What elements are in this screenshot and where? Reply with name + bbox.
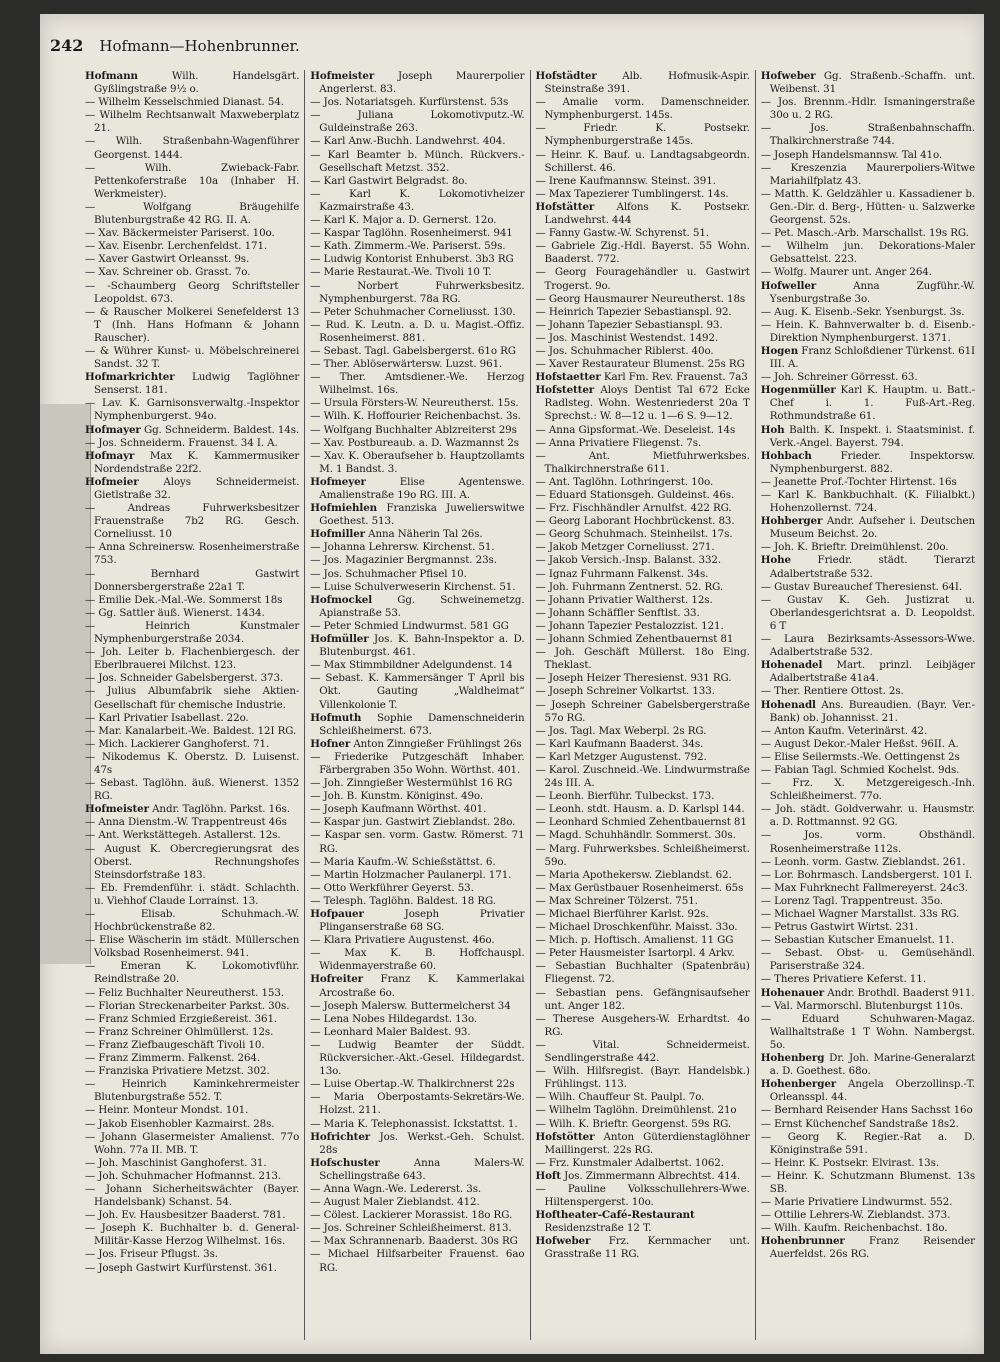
directory-entry: Hofstetter Aloys Dentist Tal 672 Ecke Radlsteg. Wohn. Westenriederst 20a T Sprechst.: W. 8—12 u. 1—6 S. 9—12. <box>535 384 750 423</box>
directory-entry: — Johann Schmied Zehentbauernst 81 <box>535 633 734 646</box>
directory-entry: Hohenberg Dr. Joh. Marine-Generalarzt a. D. Goethest. 68o. <box>760 1052 975 1078</box>
directory-entry: Hofmeister Andr. Taglöhn. Parkst. 16s. <box>85 803 290 816</box>
directory-entry: — Ant. Taglöhn. Lothringerst. 10o. <box>535 475 714 488</box>
directory-entry: — Eduard Schuhwaren-Magaz. Wallhaltstraße 1 T Wohn. Nambergst. 5o. <box>760 1012 975 1051</box>
directory-entry: — Max Schrannenarb. Baaderst. 30s RG <box>310 1235 518 1248</box>
directory-entry: Hofreiter Franz K. Kammerlakai Arcostraße 6o. <box>310 973 525 999</box>
directory-entry: — Marie Privatiere Lindwurmst. 552. <box>760 1196 953 1209</box>
directory-entry: — Wilhelm Taglöhn. Dreimühlenst. 21o <box>535 1104 737 1117</box>
directory-entry: — Luise Obertap.-W. Thalkirchnerst 22s <box>310 1078 515 1091</box>
directory-entry: Hoft Jos. Zimmermann Albrechtst. 414. <box>535 1169 741 1182</box>
directory-entry: — Otto Werkführer Geyerst. 53. <box>310 881 474 894</box>
directory-entry: — Xav. Eisenbr. Lerchenfeldst. 171. <box>85 240 268 253</box>
directory-entry: — Jakob Metzger Corneliusst. 271. <box>535 541 715 554</box>
directory-entry: — Lor. Bohrmasch. Landsbergerst. 101 I. <box>760 868 973 881</box>
directory-entry: — Joh. Zinngießer Westermühlst 16 RG <box>310 777 513 790</box>
directory-entry: — Aug. K. Eisenb.-Sekr. Ysenburgst. 3s. <box>760 305 965 318</box>
directory-entry: Hofmüller Jos. K. Bahn-Inspektor a. D. Blutenburgst. 461. <box>310 633 525 659</box>
page-header <box>50 36 950 62</box>
directory-entry: — Laura Bezirksamts-Assessors-Wwe. Adalbertstraße 532. <box>760 633 975 659</box>
directory-entry: — Johann Glasermeister Amalienst. 77o Wohn. 77a II. MB. T. <box>85 1130 300 1156</box>
directory-entry: Hohe Friedr. städt. Tierarzt Adalbertstraße 532. <box>760 554 975 580</box>
directory-entry: — Jos. Schuhmacher Pfisel 10. <box>310 567 467 580</box>
directory-entry: — Joseph Handelsmannsw. Tal 41o. <box>760 148 943 161</box>
directory-entry: — Johann Sicherheitswächter (Bayer. Handelsbank) Schanst. 54. <box>85 1182 300 1209</box>
directory-entry: — Juliana Lokomotivputz.-W. Guldeinstraße 263. <box>310 109 525 135</box>
directory-entry: — Max Stimmbildner Adelgundenst. 14 <box>310 659 513 672</box>
directory-entry: — Jos. Straßenbahnschaffn. Thalkirchnerstraße 744. <box>760 122 975 148</box>
directory-entry: — Jos. Magazinier Bergmannst. 23s. <box>310 554 497 567</box>
directory-entry: — Luise Schulverweserin Kirchenst. 51. <box>310 580 516 593</box>
directory-entry: — Joh. städt. Goldverwahr. u. Hausmstr. a. D. Rottmannst. 92 GG. <box>760 803 975 829</box>
directory-entry: — Georg K. Regier.-Rat a. D. Königinstraße 591. <box>760 1130 975 1156</box>
directory-entry: — Leonh. Bierführ. Tulbeckst. 173. <box>535 790 715 803</box>
directory-entry: — Joseph Heizer Theresienst. 931 RG. <box>535 672 732 685</box>
directory-entry: — Johann Tapezier Pestalozzist. 121. <box>535 619 724 632</box>
directory-entry: — Sebastian Buchhalter (Spatenbräu) Fliegenst. 72. <box>535 960 750 986</box>
directory-entry: — Sebast. K. Kammersänger T April bis Okt. Gauting „Waldheimat“ Villenkolonie T. <box>310 672 525 711</box>
directory-entry: — Wolfgang Buchhalter Ablzreiterst 29s <box>310 423 517 436</box>
directory-entry: — Karol. Zuschneid.-We. Lindwurmstraße 24s III. A. <box>535 763 750 790</box>
directory-entry: — Peter Hausmeister Isartorpl. 4 Arkv. <box>535 947 735 960</box>
directory-entry: Hofmiehlen Franziska Juwelierswitwe Goethest. 513. <box>310 502 525 528</box>
directory-entry: — Ther. Amtsdiener.-We. Herzog Wilhelmst. 16s. <box>310 371 525 397</box>
directory-entry: — Johann Schäffler Senftlst. 33. <box>535 606 700 619</box>
directory-entry: — Wilhelm Kesselschmied Dianast. 54. <box>85 96 284 109</box>
directory-entry: — Georg Hausmaurer Neureutherst. 18s <box>535 292 746 305</box>
directory-entry: — Karl Gastwirt Belgradst. 8o. <box>310 174 468 187</box>
column-4 <box>756 70 980 1340</box>
directory-entry: Hoh Balth. K. Inspekt. i. Staatsminist. f. Verk.-Angel. Bayerst. 794. <box>760 423 975 449</box>
directory-entry: — Florian Streckenarbeiter Parkst. 30s. <box>85 999 290 1012</box>
directory-entry: Hofmayr Max K. Kammermusiker Nordendstraße 22f2. <box>85 449 300 475</box>
directory-entry: — Vital. Schneidermeist. Sendlingerstraße 442. <box>535 1038 750 1065</box>
directory-entry: — Anna Dienstm.-W. Trappentreust 46s <box>85 816 287 829</box>
directory-entry: Hohenbrunner Franz Reisender Auerfeldst. 26s RG. <box>760 1235 975 1261</box>
directory-entry: — Ottilie Lehrers-W. Zieblandst. 373. <box>760 1209 951 1222</box>
directory-entry: — Karl Anw.-Buchh. Landwehrst. 404. <box>310 135 506 148</box>
directory-entry: — Max Tapezierer Tumblingerst. 14s. <box>535 187 729 200</box>
directory-entry: Hofner Anton Zinngießer Frühlingst 26s <box>310 737 522 750</box>
directory-entry: — Franziska Privatiere Metzst. 302. <box>85 1065 270 1078</box>
directory-entry: Hofstätter Alfons K. Postsekr. Landwehrst. 444 <box>535 200 750 227</box>
directory-entry: Hofpauer Joseph Privatier Plinganserstraße 68 SG. <box>310 908 525 934</box>
directory-entry: Hofmann Wilh. Handelsgärt. Gyßlingstraße 9½ o. <box>85 70 300 96</box>
directory-entry: — Heinrich Kaminkehrermeister Blutenburgstraße 552. T. <box>85 1078 300 1104</box>
directory-entry: — Sebast. Obst- u. Gemüsehändl. Pariserstraße 324. <box>760 947 975 973</box>
directory-entry: — Leonhard Maler Baldest. 93. <box>310 1025 471 1038</box>
directory-entry: — Ther. Ablöserwärtersw. Luzst. 961. <box>310 358 503 371</box>
directory-entry: — Heinrich Kunstmaler Nymphenburgerstraße 2034. <box>85 619 300 646</box>
directory-entry: Hoftheater-Café-Restaurant Residenzstraße 12 T. <box>535 1209 695 1235</box>
directory-entry: — Irene Kaufmannsw. Steinst. 391. <box>535 174 716 187</box>
directory-entry: — Gustav Bureauchef Theresienst. 64I. <box>760 580 963 593</box>
directory-entry: — Sebastian Kutscher Emanuelst. 11. <box>760 934 955 947</box>
directory-entry: — Ursula Försters-W. Neureutherst. 15s. <box>310 397 519 410</box>
directory-entry: — Sebast. Taglöhn. äuß. Wienerst. 1352 RG. <box>85 777 300 803</box>
directory-entry: — Emilie Dek.-Mal.-We. Sommerst 18s <box>85 593 283 606</box>
directory-entry: — Norbert Fuhrwerksbesitz. Nymphenburgerst. 78a RG. <box>310 279 525 305</box>
directory-entry: — Fabian Tagl. Schmied Kochelst. 9ds. <box>760 763 960 776</box>
directory-entry: Hohenauer Andr. Brothdl. Baaderst 911. <box>760 986 975 999</box>
directory-entry: Hofmayer Gg. Schneiderm. Baldest. 14s. <box>85 423 300 436</box>
directory-entry: — Martin Holzmacher Paulanerpl. 171. <box>310 868 512 881</box>
directory-entry: — Leonhard Schmied Zehentbauernst 81 <box>535 816 747 829</box>
directory-entry: — Jos. Tagl. Max Weberpl. 2s RG. <box>535 724 707 737</box>
directory-entry: Hogen Franz Schloßdiener Türkenst. 61I III. A. <box>760 344 975 371</box>
directory-entry: — Mich. Lackierer Ganghoferst. 71. <box>85 737 270 750</box>
directory-entry: — Maria Kaufm.-W. Schießstättst. 6. <box>310 855 496 868</box>
directory-entry: — Wilh. Straßenbahn-Wagenführer Georgenst. 1444. <box>85 135 300 161</box>
directory-entry: — Anna Wagn.-We. Ledererst. 3s. <box>310 1182 482 1195</box>
directory-entry: — Bernhard Gastwirt Donnersbergerstraße 22a1 T. <box>85 567 300 593</box>
directory-entry: Hofmiller Anna Näherin Tal 26s. <box>310 528 483 541</box>
directory-columns <box>80 70 980 1340</box>
directory-entry: — Gustav K. Geh. Justizrat u. Oberlandesgerichtsrat a. D. Leopoldst. 6 T <box>760 593 975 632</box>
directory-entry: — Emeran K. Lokomotivführ. Reindlstraße 20. <box>85 960 300 986</box>
directory-entry: — Lav. K. Garnisonsverwaltg.-Inspektor Nymphenburgerst. 94o. <box>85 397 300 423</box>
directory-entry: — Johanna Lehrersw. Kirchenst. 51. <box>310 541 495 554</box>
directory-entry: — Karl Beamter b. Münch. Rückvers.-Gesellschaft Metzst. 352. <box>310 148 525 174</box>
directory-entry: — Joh. Maschinist Ganghoferst. 31. <box>85 1156 267 1169</box>
directory-entry: — Peter Schmied Lindwurmst. 581 GG <box>310 619 509 632</box>
directory-entry: — Franz Zimmerm. Falkenst. 264. <box>85 1052 261 1065</box>
directory-entry: — Sebastian pens. Gefängnisaufseher unt. Anger 182. <box>535 986 750 1012</box>
directory-entry: — Eduard Stationsgeh. Guldeinst. 46s. <box>535 489 735 501</box>
directory-entry: — Magd. Schuhhändlr. Sommerst. 30s. <box>535 829 736 842</box>
directory-entry: — Karl Metzger Augustenst. 792. <box>535 750 707 763</box>
directory-entry: — Jos. Notariatsgeh. Kurfürstenst. 53s <box>310 96 509 109</box>
directory-entry: Hofstädter Alb. Hofmusik-Aspir. Steinstraße 391. <box>535 70 750 96</box>
directory-entry: — Kaspar jun. Gastwirt Zieblandst. 28o. <box>310 816 516 829</box>
directory-entry: — Heinr. K. Postsekr. Elvirast. 13s. <box>760 1156 939 1169</box>
directory-entry: — August Maler Zieblandst. 412. <box>310 1196 480 1209</box>
directory-entry: — Wolfg. Maurer unt. Anger 264. <box>760 266 932 279</box>
directory-entry: — Ant. Mietfuhrwerksbes. Thalkirchnerstraße 611. <box>535 449 750 475</box>
directory-entry: — Johann Tapezier Sebastianspl. 93. <box>535 318 723 331</box>
directory-entry: — Jos. Schneiderm. Frauenst. 34 I. A. <box>85 436 278 449</box>
directory-entry: Hohberger Andr. Aufseher i. Deutschen Museum Beichst. 2o. <box>760 515 975 541</box>
directory-entry: Hofmeister Joseph Maurerpolier Angerlerst. 83. <box>310 70 525 96</box>
directory-entry: — Pauline Volksschullehrers-Wwe. Hiltenspergerst. 10o. <box>535 1182 750 1209</box>
directory-entry: — Joh. Schreiner Görresst. 63. <box>760 371 918 384</box>
directory-entry: — Xav. Bäckermeister Pariserst. 10o. <box>85 227 275 240</box>
directory-entry: — Joh. B. Kunstm. Königinst. 49o. <box>310 790 484 803</box>
directory-entry: — Rud. K. Leutn. a. D. u. Magist.-Offiz. Rosenheimerst. 881. <box>310 318 525 344</box>
directory-entry: — Wilh. Zwieback-Fabr. Pettenkoferstraße 10a (Inhaber H. Werkmeister). <box>85 161 300 200</box>
directory-entry: Hofmuth Sophie Damenschneiderin Schleißheimerst. 673. <box>310 711 525 737</box>
directory-entry: — Elise Wäscherin im städt. Müllerschen Volksbad Rosenheimerst. 941. <box>85 934 300 960</box>
directory-entry: — Klara Privatiere Augustenst. 46o. <box>310 934 495 947</box>
column-2 <box>305 70 530 1340</box>
directory-entry: — Joseph Kaufmann Wörthst. 401. <box>310 803 487 816</box>
directory-entry: — Wilhelm jun. Dekorations-Maler Gebsattelst. 223. <box>760 240 975 266</box>
directory-entry: Hogenmüller Karl K. Hauptm. u. Batt.-Chef i. 1. Fuß-Art.-Reg. Rothmundstraße 61. <box>760 384 975 423</box>
directory-entry: — Maria Apothekersw. Zieblandst. 62. <box>535 868 732 881</box>
directory-entry: — Anna Schreinersw. Rosenheimerstraße 753. <box>85 541 300 567</box>
directory-entry: — Max Gerüstbauer Rosenheimerst. 65s <box>535 881 744 894</box>
directory-entry: — Michael Bierführer Karlst. 92s. <box>535 908 709 920</box>
directory-entry: — Joseph Gastwirt Kurfürstenst. 361. <box>85 1261 277 1274</box>
directory-entry: — Joh. Leiter b. Flachenbiergesch. der Eberlbrauerei Milchst. 123. <box>85 646 300 672</box>
directory-entry: — Gg. Sattler äuß. Wienerst. 1434. <box>85 606 265 619</box>
directory-entry: — Ant. Werkstättegeh. Astallerst. 12s. <box>85 829 281 842</box>
column-1 <box>80 70 305 1340</box>
directory-entry: — Jos. Schneider Gabelsbergerst. 373. <box>85 672 284 685</box>
directory-entry: — Michael Droschkenführ. Maisst. 33o. <box>535 921 738 934</box>
directory-entry: — Julius Albumfabrik siehe Aktien-Gesellschaft für chemische Industrie. <box>85 685 300 711</box>
directory-entry: — Frz. Fischhändler Arnulfst. 422 RG. <box>535 502 732 515</box>
directory-entry: — Heinr. K. Schutzmann Blumenst. 13s SB. <box>760 1169 975 1195</box>
directory-entry: — Lena Nobes Hildegardst. 13o. <box>310 1012 478 1025</box>
directory-entry: — Jos. Schuhmacher Riblerst. 40o. <box>535 344 714 357</box>
directory-entry: Hofmockel Gg. Schweinemetzg. Apianstraße 53. <box>310 593 525 619</box>
directory-entry: — Kreszenzia Maurerpoliers-Witwe Mariahilfplatz 43. <box>760 161 975 187</box>
directory-entry: — Michael Hilfsarbeiter Frauenst. 6ao RG. <box>310 1248 525 1274</box>
directory-entry: — Frz. Kunstmaler Adalbertst. 1062. <box>535 1156 724 1169</box>
directory-entry: Hofstötter Anton Güterdienstaglöhner Maillingerst. 22s RG. <box>535 1130 750 1156</box>
directory-entry: — Maria Oberpostamts-Sekretärs-We. Holzst. 211. <box>310 1091 525 1117</box>
directory-entry: — Karl Privatier Isabellast. 22o. <box>85 711 249 724</box>
directory-entry: — Amalie vorm. Damenschneider. Nymphenburgerst. 145s. <box>535 96 750 122</box>
directory-entry: — August Dekor.-Maler Heßst. 96II. A. <box>760 737 959 750</box>
directory-entry: — & Rauscher Molkerei Senefelderst 13 T (Inh. Hans Hofmann & Johann Rauscher). <box>85 305 300 344</box>
directory-entry: — Petrus Gastwirt Wirtst. 231. <box>760 921 919 934</box>
directory-entry: — Georg Schuhmach. Steinheilst. 17s. <box>535 528 733 541</box>
directory-entry: — Wolfgang Bräugehilfe Blutenburgstraße 42 RG. II. A. <box>85 200 300 227</box>
directory-entry: — Leonh. vorm. Gastw. Zieblandst. 261. <box>760 855 966 868</box>
directory-entry: — Jos. Maschinist Westendst. 1492. <box>535 331 719 344</box>
directory-entry: — Max Fuhrknecht Fallmereyerst. 24c3. <box>760 881 969 894</box>
directory-entry: — Maria K. Telephonassist. Ickstattst. 1. <box>310 1117 518 1130</box>
directory-entry: — Jos. Schreiner Schleißheimerst. 813. <box>310 1222 512 1235</box>
directory-entry: — Georg Fouragehändler u. Gastwirt Trogerst. 9o. <box>535 266 750 292</box>
directory-entry: — Anna Privatiere Fliegenst. 7s. <box>535 436 702 449</box>
directory-entry: — Frz. X. Metzgereigesch.-Inh. Schleißheimerst. 77o. <box>760 777 975 803</box>
directory-entry: — August K. Obercregierungsrat des Oberst. Rechnungshofes Steinsdorfstraße 183. <box>85 842 300 881</box>
directory-entry: Hohenberger Angela Oberzollinsp.-T. Orleansspl. 44. <box>760 1078 975 1104</box>
directory-entry: — Andreas Fuhrwerksbesitzer Frauenstraße 7b2 RG. Gesch. Corneliusst. 10 <box>85 502 300 541</box>
directory-entry: — Friederike Putzgeschäft Inhaber. Färbergraben 35o Wohn. Wörthst. 401. <box>310 750 525 776</box>
directory-entry: — Anna Gipsformat.-We. Deseleist. 14s <box>535 423 736 436</box>
directory-entry: — Ignaz Fuhrmann Falkenst. 34s. <box>535 567 709 580</box>
directory-entry: — Hein. K. Bahnverwalter b. d. Eisenb.-Direktion Nymphenburgerst. 1371. <box>760 318 975 344</box>
column-3 <box>531 70 756 1340</box>
directory-entry: — Elise Seilermsts.-We. Oettingenst 2s <box>760 750 960 763</box>
directory-entry: Hofweller Anna Zugführ.-W. Ysenburgstraße 3o. <box>760 279 975 305</box>
directory-entry: — Xav. Schreiner ob. Grasst. 7o. <box>85 266 251 279</box>
directory-entry: — Karl K. Lokomotivheizer Kazmairstraße 43. <box>310 187 525 213</box>
directory-entry: — Fanny Gastw.-W. Schyrenst. 51. <box>535 227 709 240</box>
directory-entry: — Joseph Schreiner Gabelsbergerstraße 57o RG. <box>535 698 750 724</box>
directory-entry: — Theres Privatiere Keferst. 11. <box>760 973 926 986</box>
directory-entry: — Joh. Schuhmacher Hofmannst. 213. <box>85 1169 282 1182</box>
directory-entry: — Joh. Geschäft Müllerst. 18o Eing. Theklast. <box>535 646 750 672</box>
directory-entry: — Karl K. Bankbuchhalt. (K. Filialbkt.) Hohenzollernst. 724. <box>760 489 975 515</box>
directory-entry: — Mich. p. Hoftisch. Amalienst. 11 GG <box>535 934 734 947</box>
directory-entry: — Marg. Fuhrwerksbes. Schleißheimerst. 59o. <box>535 842 750 868</box>
directory-entry: — Karl K. Major a. D. Gernerst. 12o. <box>310 214 497 227</box>
directory-entry: — Max Schreiner Tölzerst. 751. <box>535 894 698 907</box>
directory-entry: — Matth. K. Geldzähler u. Kassadiener b. Gen.-Dir. d. Berg-, Hütten- u. Salzwerke Georgenst. 52s. <box>760 187 975 227</box>
directory-entry: — Johann Privatier Waltherst. 12s. <box>535 593 713 606</box>
directory-entry: — Jakob Versich.-Insp. Balanst. 332. <box>535 554 722 567</box>
directory-entry: — Wilh. Kaufm. Reichenbachst. 18o. <box>760 1222 948 1235</box>
directory-entry: — Joseph Malersw. Buttermelcherst 34 <box>310 999 511 1012</box>
directory-page <box>40 14 984 1354</box>
directory-entry: — Gabriele Zig.-Hdl. Bayerst. 55 Wohn. Baaderst. 772. <box>535 240 750 266</box>
directory-entry: — Cölest. Lackierer Morassist. 18o RG. <box>310 1209 513 1222</box>
directory-entry: Hofstaetter Karl Fm. Rev. Frauenst. 7a3 <box>535 371 748 384</box>
directory-entry: Hofschuster Anna Malers-W. Schellingstraße 643. <box>310 1156 525 1182</box>
directory-entry: — Nikodemus K. Oberstz. D. Luisenst. 47s <box>85 750 300 776</box>
directory-entry: — Heinr. Monteur Mondst. 101. <box>85 1104 249 1117</box>
directory-entry: — Franz Schreiner Ohlmüllerst. 12s. <box>85 1025 274 1038</box>
directory-entry: — Marie Restaurat.-We. Tivoli 10 T. <box>310 266 492 279</box>
directory-entry: Hofmeyer Elise Agentenswe. Amalienstraße 19o RG. III. A. <box>310 475 525 501</box>
directory-entry: Hofweber Gg. Straßenb.-Schaffn. unt. Weibenst. 31 <box>760 70 975 96</box>
directory-entry: — Peter Schuhmacher Corneliusst. 130. <box>310 305 516 318</box>
directory-entry: — Joseph K. Buchhalter b. d. General-Militär-Kasse Herzog Wilhelmst. 16s. <box>85 1222 300 1248</box>
directory-entry: — Joh. K. Brieftr. Dreimühlenst. 20o. <box>760 541 949 554</box>
directory-entry: — Karl Kaufmann Baaderst. 34s. <box>535 737 704 750</box>
directory-entry: — Wilh. K. Brieftr. Georgenst. 59s RG. <box>535 1117 732 1130</box>
directory-entry: — Pet. Masch.-Arb. Marschallst. 19s RG. <box>760 227 969 240</box>
directory-entry: — Xaver Restaurateur Blumenst. 25s RG <box>535 358 745 371</box>
directory-entry: Hofweber Frz. Kernmacher unt. Grasstraße 11 RG. <box>535 1235 750 1261</box>
directory-entry: — Feliz Buchhalter Neureutherst. 153. <box>85 986 284 999</box>
directory-entry: — Joseph Schreiner Volkartst. 133. <box>535 685 715 698</box>
directory-entry: — Wilh. Hilfsregist. (Bayr. Handelsbk.) Frühlingst. 113. <box>535 1065 750 1091</box>
directory-entry: — Heinrich Tapezier Sebastianspl. 92. <box>535 305 732 318</box>
directory-entry: — Ludwig Kontorist Enhuberst. 3b3 RG <box>310 253 514 266</box>
directory-entry: — Jos. vorm. Obsthändl. Rosenheimerstraße 112s. <box>760 829 975 855</box>
directory-entry: — Anton Kaufm. Veterinärst. 42. <box>760 724 928 737</box>
directory-entry: Hohenadl Ans. Bureaudien. (Bayr. Ver.-Bank) ob. Johannisst. 21. <box>760 698 975 724</box>
directory-entry: — Lorenz Tagl. Trappentreust. 35o. <box>760 894 943 907</box>
directory-entry: — Joh. Ev. Hausbesitzer Baaderst. 781. <box>85 1209 286 1222</box>
directory-entry: — Ludwig Beamter der Süddt. Rückversicher.-Akt.-Gesel. Hildegardst. 13o. <box>310 1038 525 1078</box>
directory-entry: — Wilh. Chauffeur St. Paulpl. 7o. <box>535 1091 705 1104</box>
directory-entry: — Max K. B. Hoffchauspl. Widenmayerstraße 60. <box>310 947 525 973</box>
directory-entry: — Kaspar sen. vorm. Gastw. Römerst. 71 RG. <box>310 829 525 855</box>
directory-entry: — Joh. Fuhrmann Zentnerst. 52. RG. <box>535 580 724 593</box>
directory-entry: — Xav. Postbureaub. a. D. Wazmannst 2s <box>310 436 519 449</box>
directory-entry: Hohenadel Mart. prinzl. Leibjäger Adalbertstraße 41a4. <box>760 659 975 685</box>
directory-entry: — Michael Wagner Marstallst. 33s RG. <box>760 908 960 920</box>
directory-entry: — Elisab. Schuhmach.-W. Hochbrückenstraße 82. <box>85 908 300 934</box>
directory-entry: Hohbach Frieder. Inspektorsw. Nymphenburgerst. 882. <box>760 449 975 475</box>
directory-entry: — Wilhelm Rechtsanwalt Maxweberplatz 21. <box>85 109 300 135</box>
directory-entry: — Friedr. K. Postsekr. Nymphenburgerstraße 145s. <box>535 122 750 148</box>
directory-entry: — Franz Schmied Erzgießereist. 361. <box>85 1012 278 1025</box>
directory-entry: — Ther. Rentiere Ottost. 2s. <box>760 685 904 698</box>
directory-entry: — Ernst Küchenchef Sandstraße 18s2. <box>760 1117 959 1130</box>
directory-entry: — Xav. K. Oberaufseher b. Hauptzollamts M. 1 Bandst. 3. <box>310 449 525 475</box>
directory-entry: — Bernhard Reisender Hans Sachsst 16o <box>760 1104 973 1117</box>
directory-entry: — Kath. Zimmerm.-We. Pariserst. 59s. <box>310 240 506 253</box>
directory-entry: Hofmeier Aloys Schneidermeist. Gietlstraße 32. <box>85 475 300 501</box>
directory-entry: — Telesph. Taglöhn. Baldest. 18 RG. <box>310 894 496 907</box>
directory-entry: — Wilh. K. Hoffourier Reichenbachst. 3s. <box>310 410 521 423</box>
directory-entry: — Jos. Brennm.-Hdlr. Ismaningerstraße 30o u. 2 RG. <box>760 96 975 122</box>
directory-entry: — Georg Laborant Hochbrückenst. 83. <box>535 515 735 528</box>
directory-entry: Hofrichter Jos. Werkst.-Geh. Schulst. 28s <box>310 1130 525 1156</box>
directory-entry: — -Schaumberg Georg Schriftsteller Leopoldst. 673. <box>85 279 300 305</box>
directory-entry: — Jeanette Prof.-Tochter Hirtenst. 16s <box>760 475 957 488</box>
directory-entry: — Jos. Friseur Pflugst. 3s. <box>85 1248 218 1261</box>
directory-entry: — Franz Ziefbaugeschäft Tivoli 10. <box>85 1038 265 1051</box>
directory-entry: — Jakob Eisenhobler Kazmairst. 28s. <box>85 1117 275 1130</box>
directory-entry: — Eb. Fremdenführ. i. städt. Schlachth. u. Viehhof Claude Lorrainst. 13. <box>85 881 300 907</box>
directory-entry: — Leonh. stdt. Hausm. a. D. Karlspl 144. <box>535 803 745 816</box>
directory-entry: — Kaspar Taglöhn. Rosenheimerst. 941 <box>310 227 513 240</box>
directory-entry: — Xaver Gastwirt Orleansst. 9s. <box>85 253 250 266</box>
directory-entry: — Mar. Kanalarbeit.-We. Baldest. 12I RG. <box>85 724 297 737</box>
directory-entry: — Heinr. K. Bauf. u. Landtagsabgeordn. Schillerst. 46. <box>535 148 750 174</box>
directory-entry: — Val. Marmorschl. Blutenburgst 110s. <box>760 999 964 1012</box>
directory-entry: — & Wührer Kunst- u. Möbelschreinerei Sandst. 32 T. <box>85 344 300 371</box>
directory-entry: — Therese Ausgehers-W. Erhardtst. 4o RG. <box>535 1012 750 1038</box>
running-head: Hofmann—Hohenbrunner. <box>99 37 300 55</box>
page-number: 242 <box>50 36 84 55</box>
directory-entry: — Sebast. Tagl. Gabelsbergerst. 61o RG <box>310 344 516 357</box>
directory-entry: Hofmarkrichter Ludwig Taglöhner Senserst. 181. <box>85 371 300 397</box>
